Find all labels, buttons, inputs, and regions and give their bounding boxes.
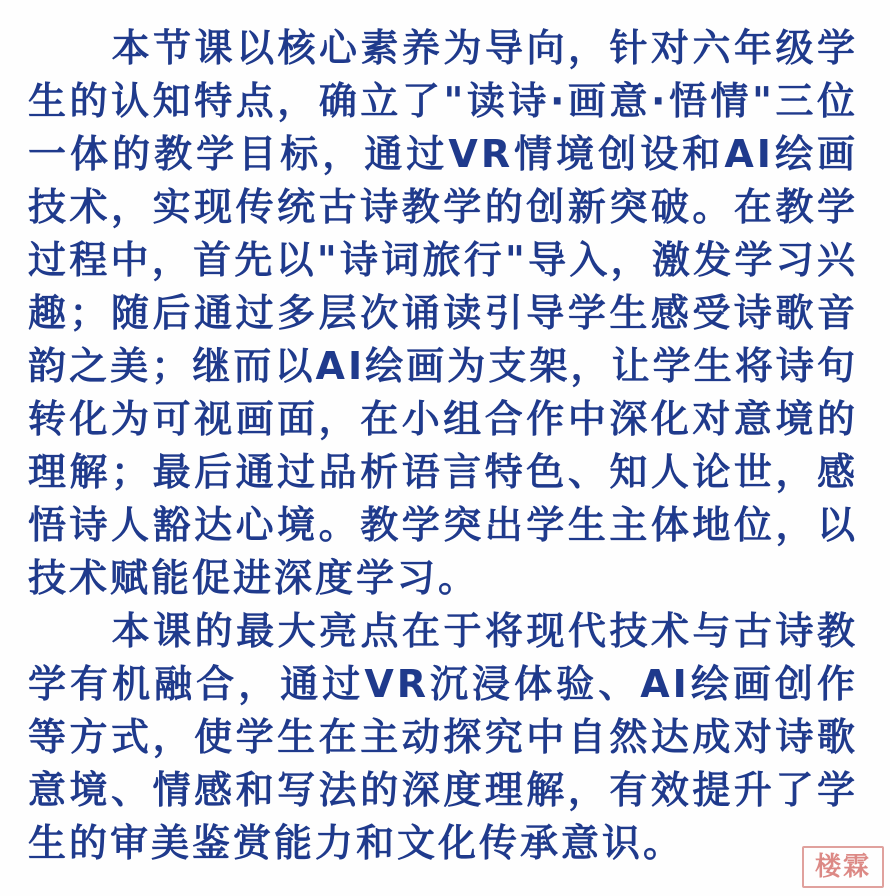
paragraph-1: 本节课以核心素养为导向，针对六年级学生的认知特点，确立了"读诗·画意·悟情"三位一体的教学目标，通过VR情境创设和AI绘画技术，实现传统古诗教学的创新突破。在教学过程中，首先以"诗词旅行"导入，激发学习兴趣；随后通过多层次诵读引导学生感受诗歌音韵之美；继而以AI绘画为支架，让学生将诗句转化为可视画面，在小组合作中深化对意境的理解；最后通过品析语言特色、知人论世，感悟诗人豁达心境。教学突出学生主体地位，以技术赋能促进深度学习。 [28,26,858,600]
paragraph-2: 本课的最大亮点在于将现代技术与古诗教学有机融合，通过VR沉浸体验、AI绘画创作等方式，使学生在主动探究中自然达成对诗歌意境、情感和写法的深度理解，有效提升了学生的审美鉴赏能力和文化传承意识。 [28,609,858,865]
article-body [28,22,858,870]
watermark-seal [802,846,884,888]
watermark-seal-text: 楼霖 [814,852,871,882]
